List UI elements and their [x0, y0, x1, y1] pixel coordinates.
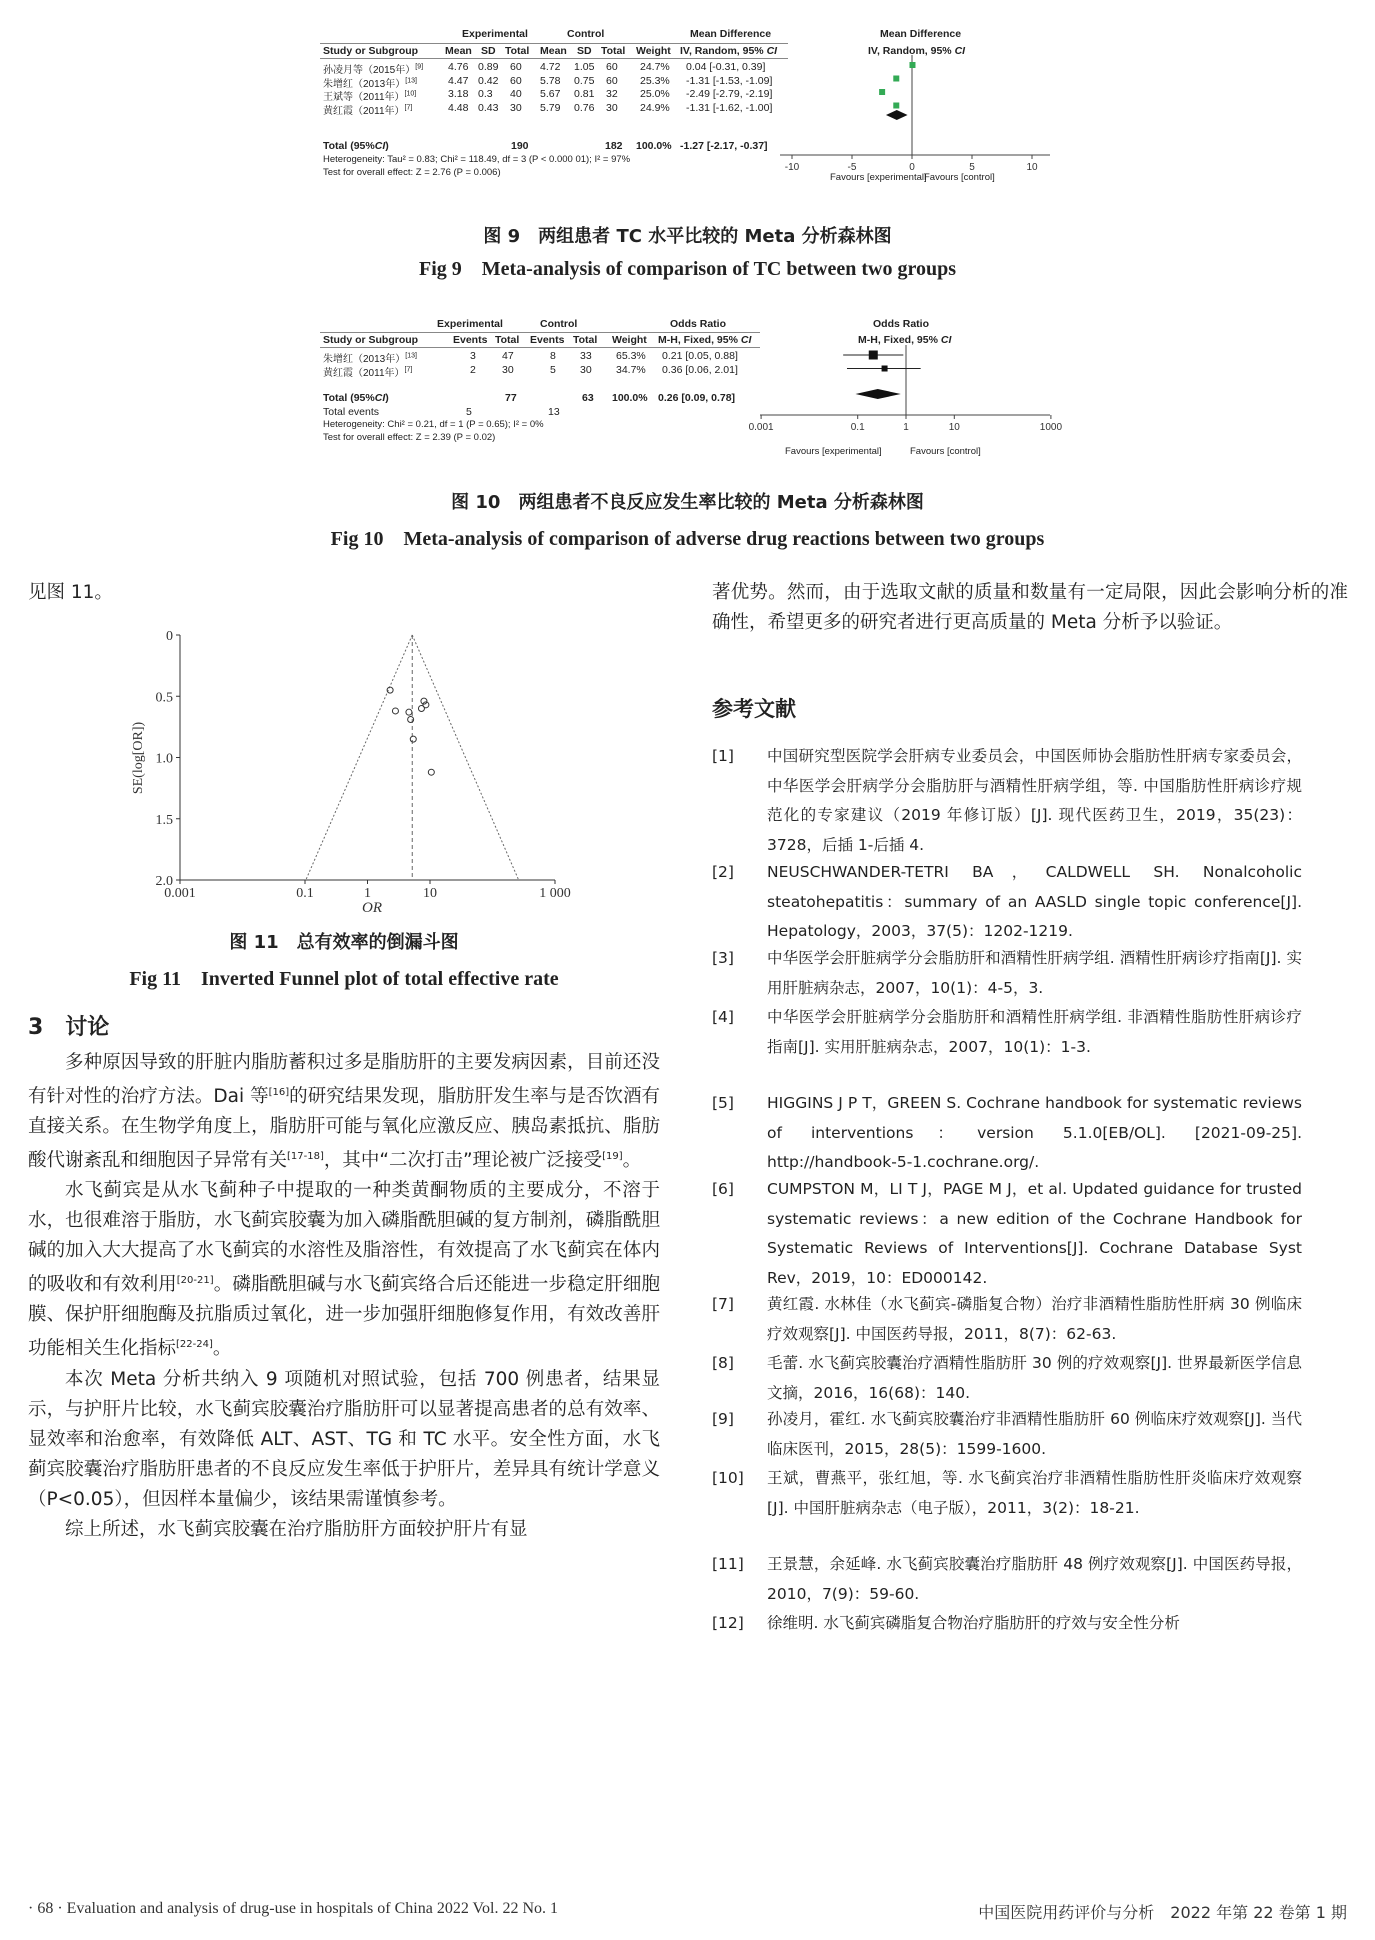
reference-text: HIGGINS J P T，GREEN S. Cochrane handbook for systematic reviews of interventions：version 5.1.0[EB/OL]. [2021-09-25]. http://handbook-5-1.cochrane.org/.	[767, 1094, 1302, 1171]
discussion-paragraph-3: 本次 Meta 分析共纳入 9 项随机对照试验，包括 700 例患者，结果显示，与护肝片比较，水飞蓟宾胶囊治疗脂肪肝可以显著提高患者的总有效率、显效率和治愈率，有效降低 ALT、AST、TG 和 TC 水平。安全性方面，水飞蓟宾胶囊治疗脂肪肝患者的不良反应发生率低于护肝片，差异具有统计学意义（P<0.05），但因样本量偏少，该结果需谨慎参考。	[28, 1368, 660, 1510]
fig11-study-point	[392, 708, 398, 714]
fig11-caption-en: Fig 11 Inverted Funnel plot of total effective rate	[129, 968, 559, 990]
fig10-events1-header: Events	[453, 334, 488, 346]
fig9-n1: 30	[510, 101, 522, 114]
fig9-sd2: 0.75	[574, 74, 595, 87]
fig9-group1-header: Experimental	[462, 28, 528, 40]
fig10-total2-header: Total	[573, 334, 598, 346]
fig9-mean2: 5.67	[540, 88, 561, 100]
fig10-tick-label: 1000	[1039, 422, 1063, 433]
fig9-total-weight: 100.0%	[636, 140, 672, 152]
fig10-weight-header: Weight	[612, 334, 647, 346]
fig11-x-label: OR	[362, 900, 382, 916]
fig9-favours-right: Favours [control]	[924, 172, 995, 183]
fig9-ci: -1.31 [-1.62, -1.00]	[686, 101, 773, 114]
fig11-funnel-lines	[306, 635, 519, 880]
fig9-mean1: 4.76	[448, 61, 469, 73]
fig9-sd1: 0.89	[478, 61, 499, 73]
fig11-x-tick-label: 0.001	[164, 886, 196, 901]
fig10-tick-label: 0.001	[748, 422, 774, 433]
reference-text: 徐维明. 水飞蓟宾磷脂复合物治疗脂肪肝的疗效与安全性分析	[767, 1614, 1180, 1632]
fig9-sd1: 0.43	[478, 101, 499, 114]
fig9-tick-label: 5	[969, 162, 975, 173]
fig10-study-header: Study or Subgroup	[323, 334, 419, 346]
fig9-group2-header: Control	[567, 28, 605, 40]
fig9-n2: 32	[606, 88, 618, 100]
fig11-study-point	[406, 709, 412, 715]
fig9-plot-method: IV, Random, 95% CI	[868, 45, 966, 57]
fig9-n2: 30	[606, 101, 618, 114]
fig10-heterogeneity: Heterogeneity: Chi² = 0.21, df = 1 (P = 0.65); I² = 0%	[323, 419, 544, 430]
fig10-total-ci: 0.26 [0.09, 0.78]	[658, 392, 736, 404]
fig10-tick-label: 0.1	[850, 422, 865, 433]
reference-number: [4]	[712, 1008, 734, 1026]
fig9-sd2: 1.05	[574, 61, 595, 73]
fig11-y-ticks	[156, 629, 181, 889]
section-title-discussion: 3 讨论	[28, 1015, 110, 1040]
fig9-total-n1: 190	[511, 140, 529, 152]
fig11-study-point	[428, 769, 434, 775]
references-title: 参考文献	[712, 697, 796, 721]
fig9-mean1-header: Mean	[445, 45, 472, 57]
reference-number: [5]	[712, 1094, 734, 1112]
discussion-paragraph-1: 多种原因导致的肝脏内脂肪蓄积过多是脂肪肝的主要发病因素，目前还没有针对性的治疗方法。Dai 等[16]的研究结果发现，脂肪肝发生率与是否饮酒有直接关系。在生物学角度上，脂肪肝可能与氧化应激反应、胰岛素抵抗、脂肪酸代谢紊乱和细胞因子异常有关[17-18]，其中“二次打击”理论被广泛接受[19]。	[28, 1052, 660, 1172]
fig11-points	[387, 687, 434, 775]
fig10-header-rule-2	[320, 347, 760, 348]
reference-text: 黄红霞. 水林佳（水飞蓟宾-磷脂复合物）治疗非酒精性脂肪性肝病 30 例临床疗效观察[J]. 中国医药导报，2011，8(7)：62-63.	[767, 1295, 1302, 1343]
fig9-weight: 24.9%	[640, 101, 670, 114]
fig10-total-n1: 77	[505, 392, 517, 404]
fig9-tick-label: -10	[784, 162, 800, 173]
fig10-total-events-label: Total events	[323, 406, 380, 418]
conclusion-continuation: 著优势。然而，由于选取文献的质量和数量有一定局限，因此会影响分析的准确性，希望更多的研究者进行更高质量的 Meta 分析予以验证。	[712, 582, 1348, 633]
fig11-y-tick-label: 0.5	[155, 690, 173, 706]
fig9-study-name: 王斌等（2011年）[10]	[323, 90, 417, 103]
fig11-y-label: SE(log[OR])	[131, 721, 146, 795]
reference-text: 中国研究型医院学会肝病专业委员会，中国医师协会脂肪性肝病专家委员会，中华医学会肝病学分会脂肪肝与酒精性肝病学组，等. 中国脂肪性肝病诊疗规范化的专家建议（2019 年修订版）[J]. 现代医药卫生，2019，35(23)：3728，后插 1-后插 4.	[767, 747, 1302, 854]
fig9-caption-en: Fig 9 Meta-analysis of comparison of TC between two groups	[418, 258, 957, 280]
fig11-funnel-left	[306, 635, 412, 880]
reference-number: [6]	[712, 1180, 734, 1198]
discussion-paragraph-4: 综上所述，水飞蓟宾胶囊在治疗脂肪肝方面较护肝片有显	[65, 1518, 528, 1540]
fig9-n1: 40	[510, 88, 522, 100]
fig9-study-name: 黄红霞（2011年）[7]	[323, 104, 413, 117]
fig9-sd2-header: SD	[577, 45, 592, 57]
fig11-x-tick-label: 10	[423, 886, 437, 901]
fig10-header-rule	[320, 332, 760, 333]
fig9-total-n2: 182	[605, 140, 623, 152]
fig10-ci: 0.21 [0.05, 0.88]	[662, 350, 738, 362]
fig11-study-point	[410, 736, 416, 742]
fig9-study-name: 孙凌月等（2015年）[9]	[323, 63, 424, 76]
fig10-or-method: M-H, Fixed, 95% CI	[658, 334, 752, 346]
fig10-events2: 8	[550, 350, 556, 362]
reference-number: [2]	[712, 863, 734, 881]
fig10-total-n2: 63	[582, 392, 594, 404]
reference-list	[712, 0, 1352, 1940]
fig9-mean2: 5.78	[540, 74, 561, 87]
fig9-favours-left: Favours [experimental]	[830, 172, 927, 183]
fig9-study-name: 朱增红（2013年）[13]	[323, 77, 417, 90]
fig9-ci: -1.31 [-1.53, -1.09]	[686, 74, 773, 87]
fig10-plot-method: M-H, Fixed, 95% CI	[858, 334, 952, 346]
fig10-events2: 5	[550, 363, 556, 376]
fig9-caption-cn: 图 9 两组患者 TC 水平比较的 Meta 分析森林图	[483, 226, 892, 247]
fig9-sd1: 0.3	[478, 88, 493, 100]
fig11-y-tick-label: 1.5	[155, 812, 173, 828]
fig10-caption-cn: 图 10 两组患者不良反应发生率比较的 Meta 分析森林图	[451, 492, 924, 513]
fig10-favours-left: Favours [experimental]	[785, 446, 882, 457]
fig9-n1: 60	[510, 74, 522, 87]
fig9-total-label: Total (95%CI)	[323, 140, 389, 152]
fig9-sd1-header: SD	[481, 45, 496, 57]
fig10-caption-en: Fig 10 Meta-analysis of comparison of adverse drug reactions between two groups	[330, 528, 1045, 550]
reference-number: [1]	[712, 747, 734, 765]
reference-number: [11]	[712, 1555, 744, 1573]
fig9-mean1: 4.48	[448, 101, 469, 114]
fig9-sd2: 0.76	[574, 101, 595, 114]
reference-number: [9]	[712, 1410, 734, 1428]
fig10-total-label: Total (95%CI)	[323, 392, 389, 404]
fig9-sd2: 0.81	[574, 88, 595, 100]
reference-number: [12]	[712, 1614, 744, 1632]
fig11-funnel-plot	[120, 620, 590, 920]
footer-right: 中国医院用药评价与分析 2022 年第 22 卷第 1 期	[978, 1903, 1347, 1922]
reference-text: NEUSCHWANDER-TETRI BA，CALDWELL SH. Nonalcoholic steatohepatitis：summary of an AASLD single topic conference[J]. Hepatology，2003，37(5)：1202-1219.	[767, 863, 1302, 940]
fig11-x-ticks	[164, 880, 571, 901]
fig9-heterogeneity: Heterogeneity: Tau² = 0.83; Chi² = 118.49, df = 3 (P < 0.000 01); I² = 97%	[323, 154, 631, 165]
fig9-total2-header: Total	[601, 45, 626, 57]
fig10-tick-label: 1	[903, 422, 909, 433]
fig10-total-events-e1: 5	[466, 406, 472, 418]
fig10-group1-header: Experimental	[437, 318, 503, 330]
fig9-n2: 60	[606, 61, 618, 73]
fig11-caption-cn: 图 11 总有效率的倒漏斗图	[229, 932, 459, 953]
fig9-n2: 60	[606, 74, 618, 87]
reference-text: 中华医学会肝脏病学分会脂肪肝和酒精性肝病学组. 酒精性肝病诊疗指南[J]. 实用肝脏病杂志，2007，10(1)：4-5，3.	[767, 949, 1302, 997]
fig10-tick-label: 10	[948, 422, 960, 433]
reference-text: 王斌，曹燕平，张红旭，等. 水飞蓟宾治疗非酒精性脂肪性肝炎临床疗效观察[J]. 中国肝脏病杂志（电子版），2011，3(2)：18-21.	[767, 1469, 1302, 1517]
fig9-sd1: 0.42	[478, 74, 499, 87]
fig11-x-tick-label: 0.1	[296, 886, 314, 901]
reference-text: 王景慧，余延峰. 水飞蓟宾胶囊治疗脂肪肝 48 例疗效观察[J]. 中国医药导报，2010，7(9)：59-60.	[767, 1555, 1302, 1603]
fig10-n1: 30	[502, 363, 514, 376]
fig9-md-title: Mean Difference	[690, 28, 772, 40]
fig10-n2: 33	[580, 350, 592, 362]
fig11-study-point	[418, 706, 424, 712]
fig11-funnel-right	[412, 635, 518, 880]
fig10-study-name: 黄红霞（2011年）[7]	[323, 366, 413, 379]
footer-left: · 68 · Evaluation and analysis of drug-use in hospitals of China 2022 Vol. 22 No. 1	[28, 1900, 559, 1917]
fig10-n2: 30	[580, 363, 592, 376]
fig10-total1-header: Total	[495, 334, 520, 346]
fig11-x-tick-label: 1	[364, 886, 371, 901]
reference-text: 中华医学会肝脏病学分会脂肪肝和酒精性肝病学组. 非酒精性脂肪性肝病诊疗指南[J]. 实用肝脏病杂志，2007，10(1)：1-3.	[767, 1008, 1302, 1056]
see-fig-11-text: 见图 11。	[28, 582, 113, 603]
fig10-total-events-e2: 13	[548, 406, 560, 418]
fig10-weight: 65.3%	[616, 350, 646, 362]
fig10-study-name: 朱增红（2013年）[13]	[323, 352, 417, 365]
fig10-ci: 0.36 [0.06, 2.01]	[662, 363, 738, 376]
reference-text: CUMPSTON M，LI T J，PAGE M J，et al. Updated guidance for trusted systematic reviews：a new edition of the Cochrane Handbook for Systematic Reviews of Interventions[J]. Cochrane Database Syst Rev，2019，10：ED000142.	[767, 1180, 1302, 1287]
fig10-weight: 34.7%	[616, 363, 646, 376]
fig9-total1-header: Total	[505, 45, 530, 57]
fig10-events1: 3	[470, 350, 476, 362]
fig9-study-header: Study or Subgroup	[323, 45, 419, 57]
discussion-body	[28, 1048, 660, 1545]
reference-number: [8]	[712, 1354, 734, 1372]
fig9-tick-label: -5	[847, 162, 857, 173]
reference-number: [10]	[712, 1469, 744, 1487]
discussion-paragraph-2: 水飞蓟宾是从水飞蓟种子中提取的一种类黄酮物质的主要成分，不溶于水，也很难溶于脂肪，水飞蓟宾胶囊为加入磷脂酰胆碱的复方制剂，磷脂酰胆碱的加入大大提高了水飞蓟宾的水溶性及脂溶性，有效提高了水飞蓟宾在体内的吸收和有效利用[20-21]。磷脂酰胆碱与水飞蓟宾络合后还能进一步稳定肝细胞膜、保护肝细胞酶及抗脂质过氧化，进一步加强肝细胞修复作用，有效改善肝功能相关生化指标[22-24]。	[28, 1180, 660, 1360]
fig9-weight: 24.7%	[640, 61, 670, 73]
fig9-weight: 25.0%	[640, 88, 670, 100]
fig9-mean2: 5.79	[540, 101, 561, 114]
fig9-plot-title: Mean Difference	[880, 28, 962, 40]
fig9-total-ci: -1.27 [-2.17, -0.37]	[680, 140, 768, 152]
fig9-tick-label: 0	[909, 162, 915, 173]
reference-number: [3]	[712, 949, 734, 967]
fig11-y-tick-label: 0	[166, 629, 173, 644]
fig9-weight-header: Weight	[636, 45, 671, 57]
fig9-mean2-header: Mean	[540, 45, 567, 57]
fig10-or-title: Odds Ratio	[670, 318, 727, 330]
fig10-events2-header: Events	[530, 334, 565, 346]
fig10-events1: 2	[470, 363, 476, 376]
fig9-tick-label: 10	[1026, 162, 1038, 173]
reference-text: 毛蕾. 水飞蓟宾胶囊治疗酒精性脂肪肝 30 例的疗效观察[J]. 世界最新医学信息文摘，2016，16(68)：140.	[767, 1354, 1302, 1402]
fig9-mean1: 3.18	[448, 88, 469, 100]
fig10-total-weight: 100.0%	[612, 392, 648, 404]
fig11-x-tick-label: 1 000	[539, 886, 571, 901]
fig10-plot-title: Odds Ratio	[873, 318, 930, 330]
fig11-y-tick-label: 2.0	[155, 874, 173, 889]
fig11-y-tick-label: 1.0	[155, 751, 173, 767]
fig10-group2-header: Control	[540, 318, 578, 330]
fig9-mean2: 4.72	[540, 61, 561, 73]
fig9-ci: 0.04 [-0.31, 0.39]	[686, 61, 766, 73]
fig9-mean1: 4.47	[448, 74, 469, 87]
fig10-overall-effect: Test for overall effect: Z = 2.39 (P = 0.02)	[323, 432, 496, 443]
fig10-favours-right: Favours [control]	[910, 446, 981, 457]
fig9-weight: 25.3%	[640, 74, 670, 87]
reference-number: [7]	[712, 1295, 734, 1313]
reference-text: 孙凌月，霍红. 水飞蓟宾胶囊治疗非酒精性脂肪肝 60 例临床疗效观察[J]. 当代临床医刊，2015，28(5)：1599-1600.	[767, 1410, 1302, 1458]
fig9-ci: -2.49 [-2.79, -2.19]	[686, 88, 773, 100]
fig9-overall-effect: Test for overall effect: Z = 2.76 (P = 0.006)	[323, 167, 501, 178]
fig9-n1: 60	[510, 61, 522, 73]
fig9-md-method: IV, Random, 95% CI	[680, 45, 778, 57]
fig10-n1: 47	[502, 350, 514, 362]
